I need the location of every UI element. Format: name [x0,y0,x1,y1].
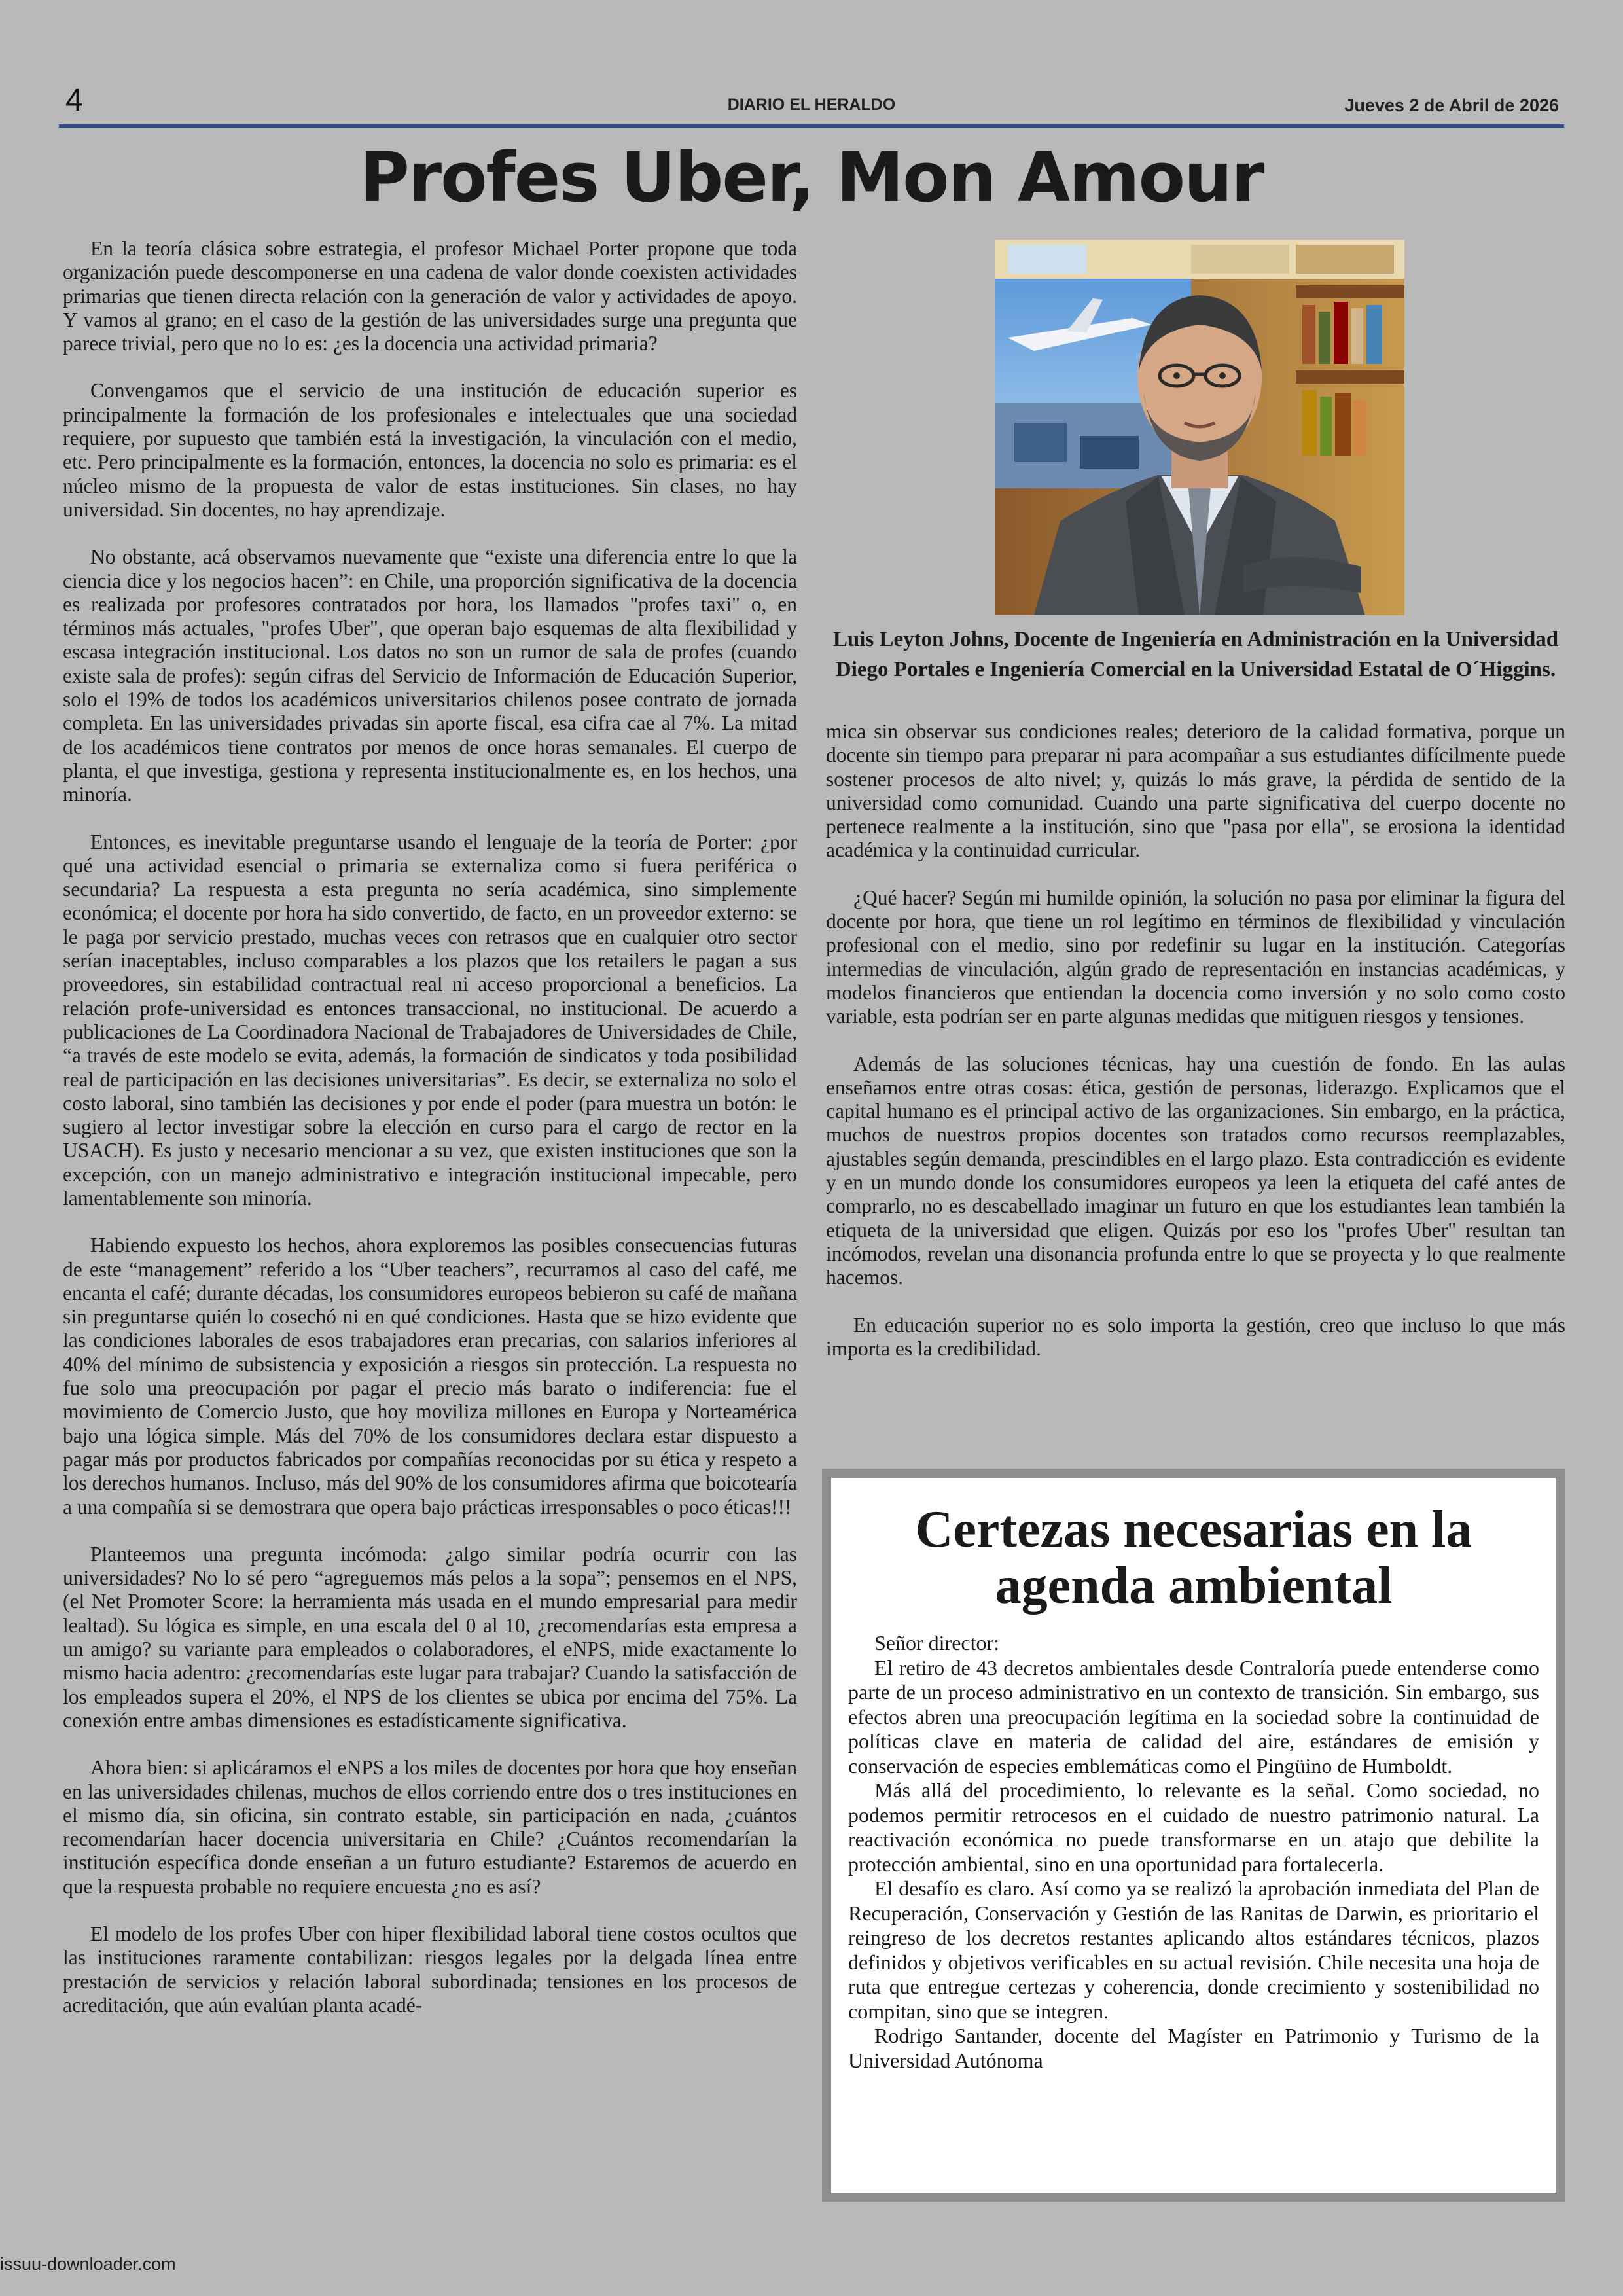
letter-paragraph: El desafío es claro. Así como ya se realizó la aprobación inmediata del Plan de Recuperación, Conservación y Gestión de las Ranitas de Darwin, es prioritario el reingreso de los decretos restantes aplicando altos estándares técnicos, plazos definidos y objetivos verificables en su actual revisión. Chile necesita una hoja de ruta que entregue certezas y coherencia, donde crecimiento y sostenibilidad no compitan, sino que se integren. [848,1876,1539,2023]
article-paragraph: Además de las soluciones técnicas, hay una cuestión de fondo. En las aulas enseñamos entre otras cosas: ética, gestión de personas, liderazgo. Explicamos que el capital humano es el principal activo de las organizaciones. Sin embargo, en la práctica, muchos de nuestros propios docentes son tratados como recursos reemplazables, ajustables según demanda, prescindibles en el largo plazo. Esta contradicción es evidente y en un mundo donde los consumidores europeos ya leen la etiqueta del café antes de comprarlo, no es descabellado imaginar un futuro en que los estudiantes lean también la etiqueta de la universidad que eligen. Quizás por eso los "profes Uber" resultan tan incómodos, revelan una disonancia profunda entre lo que se proyecta y lo que realmente hacemos. [826,1052,1565,1289]
letter-paragraph: Más allá del procedimiento, lo relevante es la señal. Como sociedad, no podemos permitir retrocesos en el cuidado de nuestro patrimonio natural. La reactivación económica no puede transformarse en un atajo que debilite la protección ambiental, sino en una oportunidad para fortalecerla. [848,1778,1539,1876]
article-left-column [63,237,797,2207]
issue-date: Jueves 2 de Abril de 2026 [1344,96,1559,115]
article-paragraph: Ahora bien: si aplicáramos el eNPS a los miles de docentes por hora que hoy enseñan en las universidades chilenas, muchos de ellos corriendo entre dos o tres instituciones en el mismo día, sin oficina, sin contrato estable, sin participación en nada, ¿cuántos recomendarían hacer docencia universitaria en Chile? ¿Cuántos recomendarían la institución específica donde enseñan a un futuro estudiante? Estaremos de acuerdo en que la respuesta probable no requiere encuesta ¿no es así? [63,1756,797,1898]
newspaper-name: DIARIO EL HERALDO [727,96,896,114]
letter-to-editor-box [822,1469,1565,2202]
page-header [59,82,1564,128]
letter-title: Certezas necesarias en la agenda ambiental [915,1501,1472,1615]
article-paragraph: Planteemos una pregunta incómoda: ¿algo similar podría ocurrir con las universidades? No lo sé pero “agreguemos más pelos a la sopa”; pensemos en el NPS, (el Net Promoter Score: la herramienta más usada en el mundo empresarial para medir lealtad). Su lógica es simple, en una escala del 0 al 10, ¿recomendarías esta empresa a un amigo? su variante para empleados o colaboradores, el eNPS, mide exactamente lo mismo hacia adentro: ¿recomendarías este lugar para trabajar? Cuando la satisfacción de los empleados supera el 20%, el NPS de los clientes se ubica por encima del 75%. La conexión entre ambas dimensiones es estadísticamente significativa. [63,1542,797,1732]
article-right-column [826,720,1565,1361]
article-headline: Profes Uber, Mon Amour [359,137,1264,217]
article-paragraph: ¿Qué hacer? Según mi humilde opinión, la solución no pasa por eliminar la figura del docente por hora, que tiene un rol legítimo en términos de flexibilidad y vinculación profesional con el medio, sino por redefinir su lugar en la institución. Categorías intermedias de vinculación, algún grado de representación en instancias académicas, y modelos financieros que entiendan la docencia como inversión y no solo como costo variable, esta podrían ser en parte algunas medidas que mitiguen riesgos y tensiones. [826,886,1565,1028]
article-paragraph: Convengamos que el servicio de una institución de educación superior es principalmente la formación de los profesionales e intelectuales que una sociedad requiere, por supuesto que también está la investigación, la vinculación con el medio, etc. Pero principalmente es la formación, entonces, la docencia no solo es primaria: es el núcleo mismo de la propuesta de valor de estas instituciones. Sin clases, no hay universidad. Sin docentes, no hay aprendizaje. [63,379,797,521]
letter-paragraph: El retiro de 43 decretos ambientales desde Contraloría puede entenderse como parte de un proceso administrativo en un contexto de transición. Sin embargo, sus efectos abren una preocupación legítima en la sociedad sobre la continuidad de políticas clave en materia de calidad del aire, estándares de emisión y conservación de especies emblemáticas como el Pingüino de Humboldt. [848,1655,1539,1778]
page-number: 4 [65,83,83,118]
site-watermark: issuu-downloader.com [0,2254,176,2274]
article-paragraph: mica sin observar sus condiciones reales; deterioro de la calidad formativa, porque un docente sin tiempo para preparar ni para acompañar a sus estudiantes difícilmente puede sostener procesos de alto nivel; y, quizás lo más grave, la pérdida de sentido de la universidad como comunidad. Cuando una parte significativa del cuerpo docente no pertenece realmente a la institución, sino que "pasa por ella", se erosiona la identidad académica y la continuidad curricular. [826,720,1565,862]
article-paragraph: En educación superior no es solo importa la gestión, creo que incluso lo que más importa es la credibilidad. [826,1313,1565,1360]
article-paragraph: Habiendo expuesto los hechos, ahora exploremos las posibles consecuencias futuras de este “management” referido a los “Uber teachers”, recurramos al caso del café, me encanta el café; durante décadas, los consumidores europeos bebieron su café de mañana sin preguntarse quién lo cosechó ni en qué condiciones. Hasta que se hizo evidente que las condiciones laborales de esos trabajadores eran precarias, con salarios inferiores al 40% del mínimo de subsistencia y exposición a riesgos sin protección. La respuesta no fue solo una preocupación por pagar el precio más barato o indiferencia: fue el movimiento de Comercio Justo, que hoy moviliza millones en Europa y Norteamérica bajo una lógica simple. Más del 70% de los consumidores declara estar dispuesto a pagar más por productos fabricados por compañías reconocidas por su ética y respeto a los derechos humanos. Incluso, más del 90% de los consumidores afirma que boicotearía a una compañía si se demostrara que opera bajo prácticas irresponsables o poco éticas!!! [63,1234,797,1518]
article-paragraph: No obstante, acá observamos nuevamente que “existe una diferencia entre lo que la ciencia dice y los negocios hacen”: en Chile, una proporción significativa de la docencia es realizada por profesores contratados por hora, los llamados "profes taxi" o, en términos más actuales, "profes Uber", que operan bajo esquemas de alta flexibilidad y escasa integración institucional. Los datos no son un rumor de sala de profes (cuando existe sala de profes): según cifras del Servicio de Información de Educación Superior, solo el 19% de todos los académicos universitarios chilenos posee contrato de jornada completa. En las universidades privadas sin aporte fiscal, esa cifra cae al 7%. La mitad de los académicos tiene contratos por menos de once horas semanales. El cuerpo de planta, el que investiga, gestiona y representa institucionalmente es, en los hechos, una minoría. [63,545,797,806]
letter-signature: Rodrigo Santander, docente del Magíster en Patrimonio y Turismo de la Universidad Autónoma [848,2024,1539,2072]
letter-body [848,1631,1539,2073]
letter-salutation: Señor director: [874,1631,1000,1655]
photo-caption: Luis Leyton Johns, Docente de Ingeniería en Administración en la Universidad Diego Portales e Ingeniería Comercial en la Universidad Estatal de O´Higgins. [832,628,1559,681]
author-photo [995,240,1404,615]
article-paragraph: Entonces, es inevitable preguntarse usando el lenguaje de la teoría de Porter: ¿por qué una actividad esencial o primaria se externaliza como si fuera periférica o secundaria? La respuesta a esta pregunta no sería académica, sino simplemente económica; el docente por hora ha sido convertido, de facto, en un proveedor externo: se le paga por servicio prestado, muchas veces con retrasos que en cualquier otro sector serían inaceptables, incluso comparables a los plazos que los retailers le pagan a sus proveedores, sin estabilidad contractual real ni acceso proporcional a beneficios. La relación profe-universidad es entonces transaccional, no institucional. De acuerdo a publicaciones de La Coordinadora Nacional de Trabajadores de Universidades de Chile, “a través de este modelo se evita, además, la formación de sindicatos y toda posibilidad real de participación en las decisiones universitarias”. Es decir, se externaliza no solo el costo laboral, sino también las decisiones y por ende el poder (para muestra un botón: le sugiero al lector investigar sobre la elección en curso para el cargo de rector en la USACH). Es justo y necesario mencionar a su vez, que existen instituciones que son la excepción, con un manejo administrativo e integración institucional impecable, pero lamentablemente son minoría. [63,830,797,1210]
author-portrait-illustration [995,240,1404,615]
article-paragraph: El modelo de los profes Uber con hiper flexibilidad laboral tiene costos ocultos que las instituciones raramente contabilizan: riesgos legales por la delgada línea entre prestación de servicios y relación laboral subordinada; tensiones en los procesos de acreditación, que aún evalúan planta acadé- [63,1922,797,2017]
article-paragraph: En la teoría clásica sobre estrategia, el profesor Michael Porter propone que toda organización puede descomponerse en una cadena de valor donde coexisten actividades primarias que tienen directa relación con la generación de valor y actividades de apoyo. Y vamos al grano; en el caso de la gestión de las universidades surge una pregunta que parece trivial, pero que no lo es: ¿es la docencia una actividad primaria? [63,237,797,355]
